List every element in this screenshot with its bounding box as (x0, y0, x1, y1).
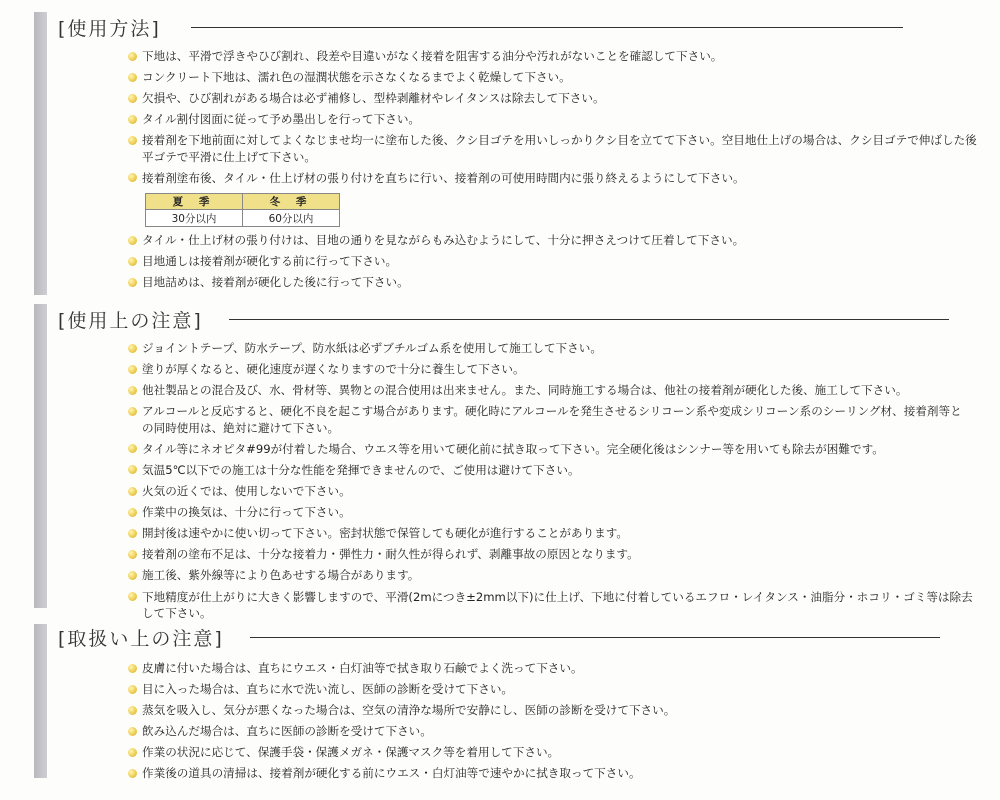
bullet-icon (128, 136, 137, 145)
section-3-list (128, 660, 973, 787)
list-item: 接着剤塗布後、タイル・仕上げ材の張り付けを直ちに行い、接着剤の可使用時間内に張り終えるようにして下さい。 (128, 170, 978, 187)
table-header-summer: 夏 季 (146, 194, 243, 210)
section-2-rule (229, 319, 949, 320)
section-1-rule (191, 27, 903, 28)
list-item: 蒸気を吸入し、気分が悪くなった場合は、空気の清浄な場所で安静にし、医師の診断を受けて下さい。 (128, 702, 973, 719)
list-item: 作業後の道具の清掃は、接着剤が硬化する前にウエス・白灯油等で速やかに拭き取って下さい。 (128, 765, 973, 782)
list-item: 皮膚に付いた場合は、直ちにウエス・白灯油等で拭き取り石鹸でよく洗って下さい。 (128, 660, 973, 677)
section-2-side-bar (34, 304, 47, 608)
section-3-side-bar (34, 624, 47, 778)
bullet-icon (128, 115, 137, 124)
section-3-rule (250, 637, 940, 638)
list-item: 接着剤を下地前面に対してよくなじませ均一に塗布した後、クシ目ゴテを用いしっかりクシ目を立てて下さい。空目地仕上げの場合は、クシ目ゴテで伸ばした後平ゴテで平滑に仕上げて下さい。 (128, 132, 978, 165)
bullet-icon (128, 94, 137, 103)
bullet-icon (128, 173, 137, 182)
section-3-title: [取扱い上の注意] (58, 628, 224, 650)
section-1-heading (58, 14, 903, 41)
list-item: タイル割付図面に従って予め墨出しを行って下さい。 (128, 111, 978, 128)
list-item: 施工後、紫外線等により色あせする場合があります。 (128, 567, 973, 584)
list-item: 気温5℃以下での施工は十分な性能を発揮できませんので、ご使用は避けて下さい。 (128, 462, 973, 479)
bullet-icon (128, 664, 137, 673)
bullet-icon (128, 73, 137, 82)
section-2-title: [使用上の注意] (58, 310, 203, 332)
list-item: 目地詰めは、接着剤が硬化した後に行って下さい。 (128, 274, 978, 291)
pot-life-table (145, 193, 340, 227)
list-item: 他社製品との混合及び、水、骨材等、異物との混合使用は出来ません。また、同時施工する場合は、他社の接着剤が硬化した後、施工して下さい。 (128, 382, 973, 399)
list-item: 飲み込んだ場合は、直ちに医師の診断を受けて下さい。 (128, 723, 973, 740)
bullet-icon (128, 529, 137, 538)
bullet-icon (128, 278, 137, 287)
bullet-icon (128, 508, 137, 517)
bullet-icon (128, 748, 137, 757)
section-1-list (128, 48, 978, 191)
bullet-icon (128, 571, 137, 580)
section-1-title: [使用方法] (58, 18, 161, 40)
bullet-icon (128, 465, 137, 474)
list-item: タイル等にネオピタ#99が付着した場合、ウエス等を用いて硬化前に拭き取って下さい。完全硬化後はシンナー等を用いても除去が困難です。 (128, 441, 973, 458)
list-item: 目に入った場合は、直ちに水で洗い流し、医師の診断を受けて下さい。 (128, 681, 973, 698)
bullet-icon (128, 407, 137, 416)
list-item: 作業中の換気は、十分に行って下さい。 (128, 504, 973, 521)
table-cell-winter: 60分以内 (243, 210, 340, 227)
table-header-winter: 冬 季 (243, 194, 340, 210)
section-2-heading (58, 306, 949, 333)
bullet-icon (128, 386, 137, 395)
list-item: 開封後は速やかに使い切って下さい。密封状態で保管しても硬化が進行することがあります。 (128, 525, 973, 542)
table-cell-summer: 30分以内 (146, 210, 243, 227)
bullet-icon (128, 236, 137, 245)
list-item: 目地通しは接着剤が硬化する前に行って下さい。 (128, 253, 978, 270)
bullet-icon (128, 344, 137, 353)
bullet-icon (128, 487, 137, 496)
list-item: 火気の近くでは、使用しないで下さい。 (128, 483, 973, 500)
bullet-icon (128, 550, 137, 559)
bullet-icon (128, 257, 137, 266)
bullet-icon (128, 365, 137, 374)
bullet-icon (128, 444, 137, 453)
section-1-list-continued (128, 232, 978, 295)
bullet-icon (128, 685, 137, 694)
list-item: 塗りが厚くなると、硬化速度が遅くなりますので十分に養生して下さい。 (128, 361, 973, 378)
section-1-side-bar (34, 12, 47, 295)
bullet-icon (128, 769, 137, 778)
list-item: 下地は、平滑で浮きやひび割れ、段差や目違いがなく接着を阻害する油分や汚れがないことを確認して下さい。 (128, 48, 978, 65)
list-item: アルコールと反応すると、硬化不良を起こす場合があります。硬化時にアルコールを発生させるシリコーン系や変成シリコーン系のシーリング材、接着剤等との同時使用は、絶対に避けて下さい。 (128, 403, 973, 436)
section-2-list (128, 340, 973, 626)
section-3-heading (58, 624, 940, 651)
list-item: 下地精度が仕上がりに大きく影響しますので、平滑(2mにつき±2mm以下)に仕上げ、下地に付着しているエフロ・レイタンス・油脂分・ホコリ・ゴミ等は除去して下さい。 (128, 589, 973, 622)
list-item: タイル・仕上げ材の張り付けは、目地の通りを見ながらもみ込むようにして、十分に押さえつけて圧着して下さい。 (128, 232, 978, 249)
list-item: ジョイントテープ、防水テープ、防水紙は必ずブチルゴム系を使用して施工して下さい。 (128, 340, 973, 357)
bullet-icon (128, 52, 137, 61)
list-item: 作業の状況に応じて、保護手袋・保護メガネ・保護マスク等を着用して下さい。 (128, 744, 973, 761)
bullet-icon (128, 727, 137, 736)
list-item: コンクリート下地は、濡れ色の湿潤状態を示さなくなるまでよく乾燥して下さい。 (128, 69, 978, 86)
list-item: 欠損や、ひび割れがある場合は必ず補修し、型枠剥離材やレイタンスは除去して下さい。 (128, 90, 978, 107)
list-item: 接着剤の塗布不足は、十分な接着力・弾性力・耐久性が得られず、剥離事故の原因となります。 (128, 546, 973, 563)
bullet-icon (128, 592, 137, 601)
bullet-icon (128, 706, 137, 715)
